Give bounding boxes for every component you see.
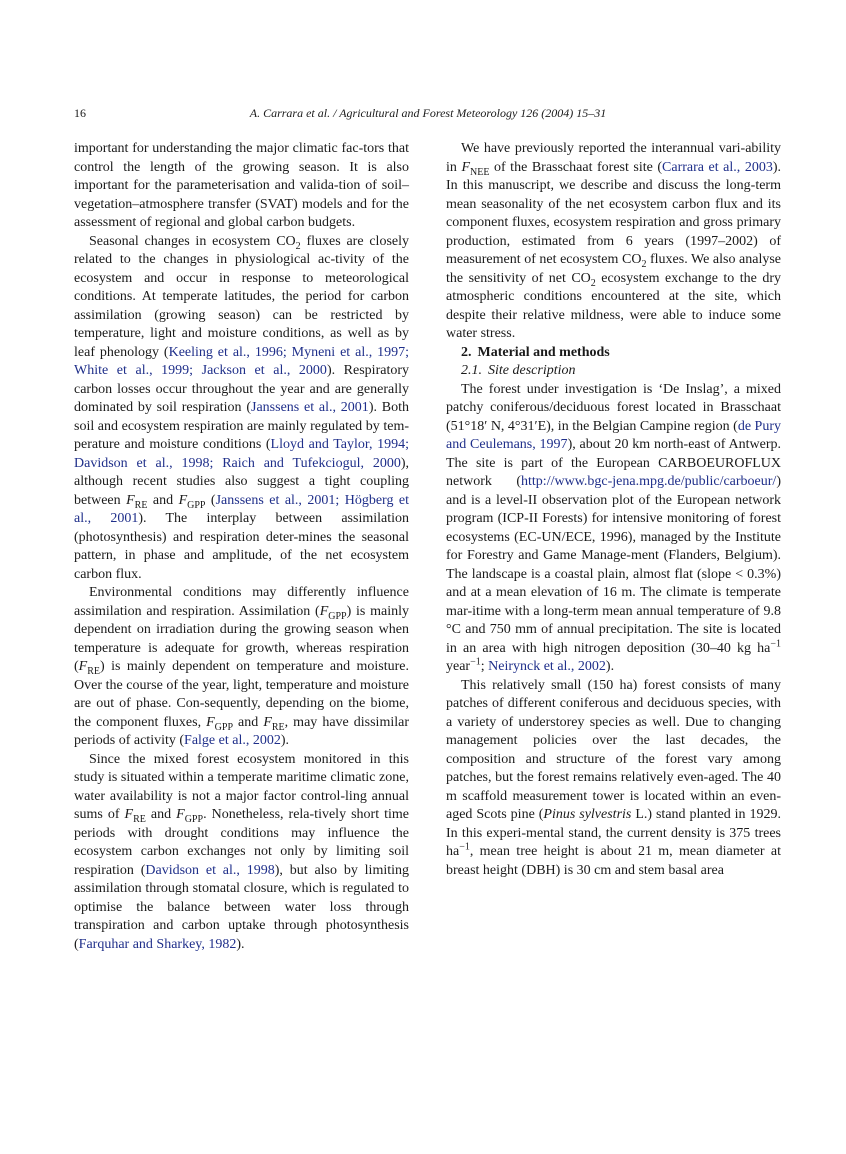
text: of the Brasschaat forest site ( (489, 159, 663, 175)
text: ecosystem exchange to the dry atmospheric conditions encountered at the site, which despite their relative mildness, were able to induce some water stress. (446, 270, 781, 341)
subscript: 2 (590, 277, 596, 289)
text: We have previously reported the interannual vari-ability in (446, 141, 781, 175)
paragraph (74, 140, 409, 233)
text: and (145, 807, 177, 822)
math-symbol: F (461, 159, 470, 175)
text: The forest under investigation is ‘De Inslag’, a mixed patchy coniferous/deciduous forest located in Brasschaat (51°18′ N, 4°31′E), in the Belgian Campine region ( (446, 381, 781, 434)
section-title: Material and methods (477, 344, 610, 360)
subscript: GPP (184, 813, 204, 825)
text: L.) stand planted in 1929. In this experi-mental stand, the current density is 375 trees ha (446, 807, 781, 859)
superscript: −1 (470, 656, 481, 668)
math-symbol: F (178, 492, 188, 508)
running-head: A. Carrara et al. / Agricultural and Forest Meteorology 126 (2004) 15–31 (249, 106, 607, 120)
paragraph (74, 751, 409, 955)
text: Seasonal changes in ecosystem CO (89, 233, 296, 249)
text: ). Respiratory carbon losses occur throughout the year and are generally dominated by soil respiration ( (74, 363, 410, 415)
text: Since the mixed forest ecosystem monitored in this study is situated within a temperate maritime climatic zone, water availability is not a major factor control-ling annual sums of (74, 751, 409, 822)
citation-link[interactable]: de Pury and Ceulemans, 1997 (446, 418, 781, 452)
paragraph (446, 381, 781, 677)
text: important for understanding the major climatic fac-tors that control the length of the growing season. It is also important for the parameterisation and valida-tion of soil–vegetation–atmosphere transfer (SVAT) models and for the assessment of regional and global carbon budgets. (74, 141, 409, 230)
text: ), but also by limiting assimilation through stomatal closure, which is regulated to optimise the balance between water loss through transpiration and carbon uptake through photosynthesis ( (74, 862, 409, 952)
species-name: Pinus sylvestris (543, 807, 632, 822)
math-symbol: F (124, 807, 134, 822)
text: ). The interplay between assimilation (photosynthesis) and respiration deter-mines the seasonal pattern, in phase and amplitude, of the net ecosystem carbon flux. (74, 511, 409, 582)
text: ), although recent studies also suggest a tight coupling between (74, 455, 409, 508)
text: ). (605, 659, 615, 674)
math-symbol: F (176, 807, 185, 822)
subsection-title: Site description (488, 363, 576, 378)
text: ). (236, 936, 245, 952)
subscript: RE (134, 499, 148, 511)
citation-link[interactable]: Carrara et al., 2003 (662, 159, 773, 175)
text: ) and is a level-II observation plot of the European network program (ICP-II Forests) for intensive monitoring of forest ecosystems (EC-UN/ECE, 1996), managed by the Institute for Forestry and Game Manage-ment (Flanders, Belgium). The landscape is a coastal plain, almost flat (slope < 0.3%) and at a mean elevation of 16 m. The climate is temperate mar-itime with a long-term mean annual temperature of 9.8 °C and 750 mm of annual precipitation. The site is located in an area with high nitrogen deposition (30–40 kg ha (446, 474, 781, 656)
math-symbol: F (126, 492, 135, 508)
text: . Nonetheless, rela-tively short time periods with drought conditions may influence the ecosystem carbon exchanges not only by limiting soil respiration ( (74, 807, 410, 878)
text: ) is mainly dependent on temperature and moisture. Over the course of the year, light, temperature and moisture are out of phase. Con-sequently, depending on the biome, the component fluxes, (74, 659, 409, 730)
text: ( (205, 492, 216, 508)
text: , may have dissimilar periods of activity ( (74, 714, 409, 748)
citation-link[interactable]: Davidson et al., 1998 (145, 862, 275, 878)
citation-link[interactable]: Neirynck et al., 2002 (488, 659, 606, 674)
subscript: GPP (328, 610, 347, 622)
subscript: 2 (295, 240, 301, 252)
section-number: 2. (461, 344, 472, 360)
subsection-number: 2.1. (461, 363, 482, 378)
url-link[interactable]: http://www.bgc-jena.mpg.de/public/carboeur/ (521, 474, 777, 489)
right-column (446, 140, 781, 880)
text: and (147, 492, 179, 508)
math-symbol: F (206, 714, 215, 730)
citation-link[interactable]: Janssens et al., 2001; Högberg et al., 2001 (74, 492, 410, 526)
running-header (74, 106, 782, 124)
math-symbol: F (319, 603, 329, 619)
subscript: GPP (214, 721, 234, 733)
section-heading (446, 344, 781, 363)
text: and (233, 714, 264, 730)
text: This relatively small (150 ha) forest consists of many patches of different coniferous and deciduous species, with a variety of understorey species as well. Due to changing management policies over the last decades, the composition and structure of the forest vary among patches, but the forest remains relatively even-aged. The 40 m scaffold measurement tower is located within an even-aged Scots pine ( (446, 677, 781, 822)
paragraph (74, 233, 409, 585)
subscript: 2 (641, 258, 647, 270)
citation-link[interactable]: Falge et al., 2002 (184, 733, 281, 748)
subsection-heading (446, 362, 781, 381)
subscript: NEE (470, 166, 490, 178)
text: ). Both soil and ecosystem respiration are mainly regulated by tem-perature and moisture conditions ( (74, 400, 409, 452)
text: ), about 20 km north-east of Antwerp. The site is part of the European CARBOEUROFLUX network ( (446, 437, 781, 489)
math-symbol: F (263, 714, 272, 730)
text: fluxes. We also analyse the sensitivity of net CO (446, 252, 781, 286)
citation-link[interactable]: Keeling et al., 1996; Myneni et al., 1997; White et al., 1999; Jackson et al., 2000 (74, 344, 410, 378)
text: , mean tree height is about 21 m, mean diameter at breast height (DBH) is 30 cm and stem basal area (446, 844, 781, 878)
paragraph (74, 584, 409, 751)
text: ). (280, 733, 290, 748)
subscript: RE (133, 813, 146, 825)
citation-link[interactable]: Janssens et al., 2001 (251, 400, 369, 415)
subscript: RE (87, 665, 101, 677)
superscript: −1 (459, 841, 470, 853)
superscript: −1 (770, 637, 781, 649)
paragraph (446, 677, 781, 881)
paragraph (446, 140, 781, 344)
left-column (74, 140, 409, 954)
text: Environmental conditions may differently influence assimilation and respiration. Assimilation ( (74, 585, 409, 619)
text: fluxes are closely related to the changes in physiological ac-tivity of the ecosystem and occur in response to meteorological conditions. At temperate latitudes, the period for carbon assimilation (growing season) can be restricted by temperature, light and moisture conditions, as well as by leaf phenology ( (74, 233, 409, 360)
math-symbol: F (78, 659, 88, 674)
citation-link[interactable]: Lloyd and Taylor, 1994; Davidson et al., 1998; Raich and Tufekciogul, 2000 (74, 437, 409, 471)
text: ). In this manuscript, we describe and discuss the long-term mean seasonality of the net ecosystem carbon flux and its component fluxes, ecosystem respiration and gross primary production, estimated from 6 years (1997–2002) of measurement of net ecosystem CO (446, 159, 781, 267)
text: ; (480, 659, 489, 674)
text: year (446, 659, 471, 674)
subscript: RE (271, 721, 285, 733)
subscript: GPP (187, 499, 206, 511)
text: ) is mainly dependent on irradiation during the growing season when temperature is adequate for growth, whereas respiration ( (74, 603, 409, 674)
citation-link[interactable]: Farquhar and Sharkey, 1982 (78, 936, 237, 952)
page-number: 16 (74, 106, 86, 120)
